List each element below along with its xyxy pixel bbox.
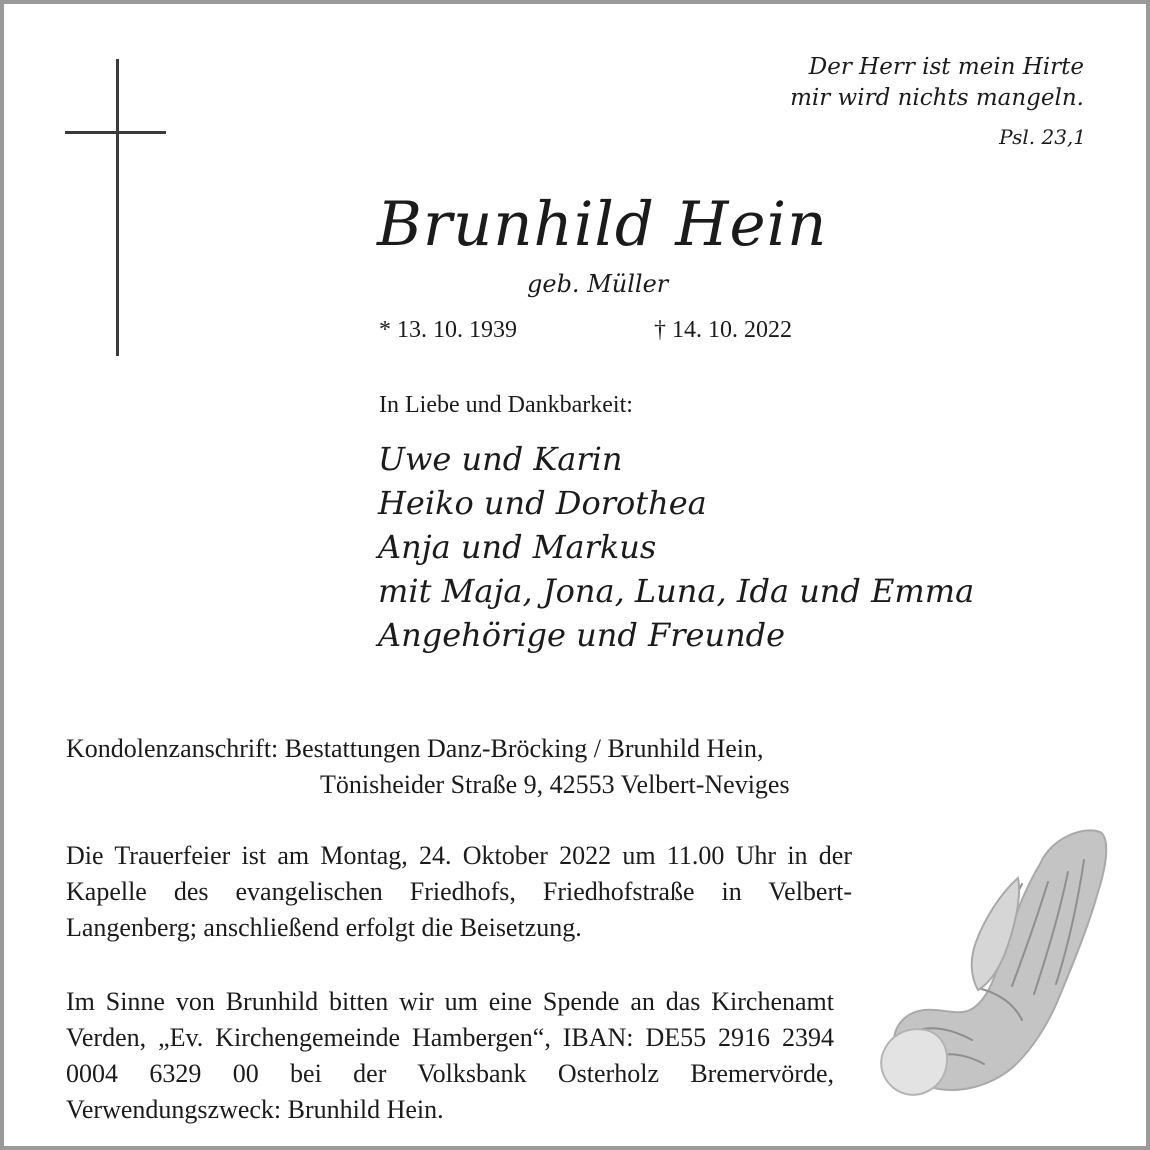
mourners-intro: In Liebe und Dankbarkeit: (379, 392, 633, 418)
psalm-line-1: Der Herr ist mein Hirte (808, 54, 1084, 80)
funeral-info: Die Trauerfeier ist am Montag, 24. Oktober 2022 um 11.00 Uhr in der Kapelle des evangelischen Friedhofs, Friedhofstraße in Velbert-Langenberg; anschließend erfolgt die Beisetzung. (66, 841, 852, 942)
condolence-address (66, 731, 790, 803)
mourner-line: Uwe und Karin (378, 440, 623, 478)
deceased-name: Brunhild Hein (377, 189, 828, 260)
praying-hands-icon (872, 824, 1122, 1124)
psalm-reference: Psl. 23,1 (999, 125, 1086, 149)
death-date: † 14. 10. 2022 (654, 317, 792, 343)
birth-name: geb. Müller (527, 270, 669, 298)
mourner-line: Angehörige und Freunde (378, 616, 786, 654)
mourner-line: mit Maja, Jona, Luna, Ida und Emma (378, 572, 975, 610)
cross-horizontal-bar (65, 131, 166, 134)
psalm-quote (790, 52, 1084, 114)
mourners-list (378, 437, 974, 657)
condolence-line-1: Kondolenzanschrift: Bestattungen Danz-Bröcking / Brunhild Hein, (66, 734, 764, 763)
cross-vertical-bar (116, 59, 119, 356)
birth-date: * 13. 10. 1939 (379, 317, 517, 343)
donation-info: Im Sinne von Brunhild bitten wir um eine Spende an das Kirchenamt Verden, „Ev. Kirchengemeinde Hambergen“, IBAN: DE55 2916 2394 0004 6329 00 bei der Volksbank Osterholz Bremervörde, Verwendungszweck: Brunhild Hein. (66, 987, 834, 1124)
mourner-line: Heiko und Dorothea (378, 484, 707, 522)
condolence-line-2: Tönisheider Straße 9, 42553 Velbert-Neviges (320, 770, 790, 799)
psalm-line-2: mir wird nichts mangeln. (790, 85, 1084, 111)
mourner-line: Anja und Markus (378, 528, 657, 566)
